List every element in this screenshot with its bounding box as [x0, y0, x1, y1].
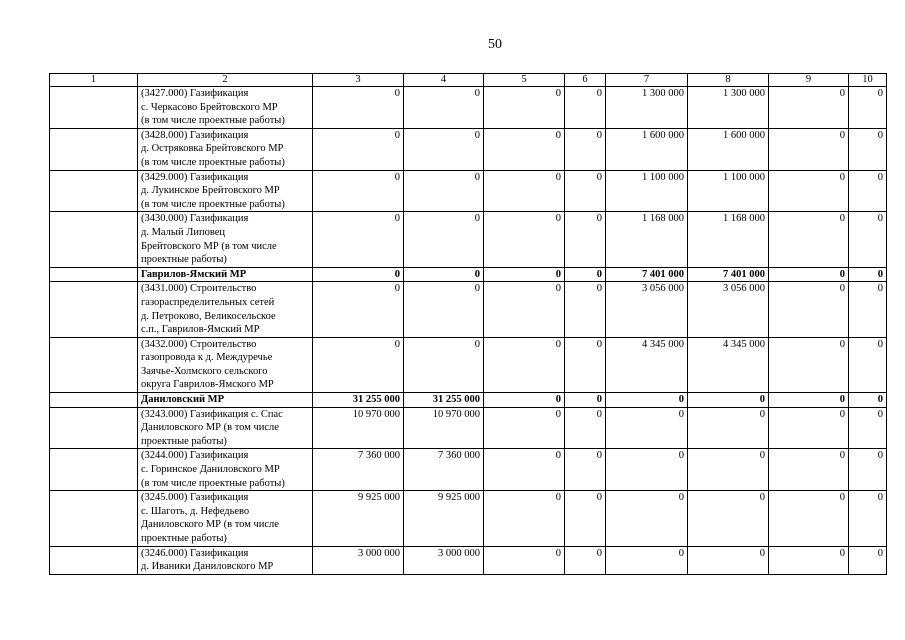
value-cell: 0: [849, 170, 887, 212]
value-cell: 0: [484, 393, 565, 408]
value-cell: 0: [769, 491, 849, 546]
value-cell: 3 056 000: [606, 282, 688, 337]
value-cell: 3 000 000: [313, 546, 404, 574]
column-header: 9: [769, 74, 849, 87]
value-cell: 0: [565, 87, 606, 129]
value-cell: 0: [484, 267, 565, 282]
value-cell: 0: [313, 212, 404, 267]
value-cell: 0: [769, 449, 849, 491]
row-number-cell: [50, 170, 138, 212]
object-name-cell: (3246.000) Газификация д. Иваники Даниловского МР: [138, 546, 313, 574]
value-cell: 7 360 000: [404, 449, 484, 491]
value-cell: 0: [484, 491, 565, 546]
table-row: [50, 87, 887, 129]
value-cell: 10 970 000: [404, 407, 484, 449]
value-cell: 7 401 000: [688, 267, 769, 282]
row-number-cell: [50, 87, 138, 129]
value-cell: 0: [313, 267, 404, 282]
value-cell: 0: [849, 393, 887, 408]
value-cell: 0: [769, 282, 849, 337]
value-cell: 0: [565, 393, 606, 408]
value-cell: 0: [849, 87, 887, 129]
value-cell: 0: [565, 170, 606, 212]
value-cell: 0: [849, 212, 887, 267]
value-cell: 0: [849, 491, 887, 546]
value-cell: 0: [313, 337, 404, 392]
value-cell: 4 345 000: [606, 337, 688, 392]
table-row: [50, 491, 887, 546]
object-name-cell: (3430.000) Газификация д. Малый Липовец Брейтовского МР (в том числе проектные работы): [138, 212, 313, 267]
value-cell: 0: [606, 407, 688, 449]
value-cell: 0: [484, 87, 565, 129]
value-cell: 3 056 000: [688, 282, 769, 337]
value-cell: 0: [404, 128, 484, 170]
value-cell: 0: [769, 87, 849, 129]
row-number-cell: [50, 212, 138, 267]
value-cell: 0: [849, 546, 887, 574]
value-cell: 0: [565, 449, 606, 491]
value-cell: 0: [565, 407, 606, 449]
value-cell: 1 168 000: [688, 212, 769, 267]
value-cell: 0: [484, 407, 565, 449]
value-cell: 3 000 000: [404, 546, 484, 574]
table-row: [50, 449, 887, 491]
value-cell: 0: [404, 282, 484, 337]
column-header: 5: [484, 74, 565, 87]
value-cell: 1 100 000: [688, 170, 769, 212]
table-row: [50, 282, 887, 337]
table-group-row: [50, 393, 887, 408]
value-cell: 0: [769, 407, 849, 449]
value-cell: 0: [404, 337, 484, 392]
value-cell: 1 600 000: [606, 128, 688, 170]
value-cell: 0: [313, 170, 404, 212]
column-header: 1: [50, 74, 138, 87]
row-number-cell: [50, 267, 138, 282]
value-cell: 0: [484, 282, 565, 337]
value-cell: 9 925 000: [313, 491, 404, 546]
column-header: 8: [688, 74, 769, 87]
value-cell: 0: [769, 546, 849, 574]
value-cell: 0: [565, 337, 606, 392]
value-cell: 0: [404, 212, 484, 267]
value-cell: 0: [606, 546, 688, 574]
value-cell: 0: [769, 337, 849, 392]
value-cell: 0: [688, 393, 769, 408]
table-row: [50, 337, 887, 392]
value-cell: 0: [688, 491, 769, 546]
value-cell: 0: [565, 546, 606, 574]
value-cell: 1 168 000: [606, 212, 688, 267]
column-number-row: [50, 74, 887, 87]
value-cell: 4 345 000: [688, 337, 769, 392]
value-cell: 0: [404, 87, 484, 129]
object-name-cell: (3429.000) Газификация д. Лукинское Брейтовского МР (в том числе проектные работы): [138, 170, 313, 212]
object-name-cell: (3243.000) Газификация с. Спас Даниловского МР (в том числе проектные работы): [138, 407, 313, 449]
value-cell: 0: [484, 449, 565, 491]
value-cell: 0: [565, 282, 606, 337]
value-cell: 0: [484, 337, 565, 392]
value-cell: 0: [849, 267, 887, 282]
value-cell: 0: [484, 170, 565, 212]
value-cell: 0: [606, 491, 688, 546]
value-cell: 0: [688, 407, 769, 449]
value-cell: 0: [313, 128, 404, 170]
value-cell: 0: [565, 128, 606, 170]
page-number: 50: [488, 37, 502, 52]
column-header: 6: [565, 74, 606, 87]
value-cell: 7 401 000: [606, 267, 688, 282]
table-row: [50, 546, 887, 574]
value-cell: 1 100 000: [606, 170, 688, 212]
row-number-cell: [50, 449, 138, 491]
value-cell: 10 970 000: [313, 407, 404, 449]
table-group-row: [50, 267, 887, 282]
row-number-cell: [50, 491, 138, 546]
object-name-cell: Даниловский МР: [138, 393, 313, 408]
value-cell: 9 925 000: [404, 491, 484, 546]
value-cell: 0: [688, 449, 769, 491]
column-header: 7: [606, 74, 688, 87]
value-cell: 0: [404, 267, 484, 282]
table-row: [50, 407, 887, 449]
object-name-cell: (3427.000) Газификация с. Черкасово Брейтовского МР (в том числе проектные работы): [138, 87, 313, 129]
value-cell: 0: [769, 170, 849, 212]
value-cell: 31 255 000: [404, 393, 484, 408]
value-cell: 0: [769, 393, 849, 408]
value-cell: 0: [849, 128, 887, 170]
value-cell: 0: [565, 491, 606, 546]
budget-table: [49, 73, 887, 575]
value-cell: 0: [769, 128, 849, 170]
value-cell: 0: [606, 393, 688, 408]
value-cell: 0: [484, 212, 565, 267]
object-name-cell: Гаврилов-Ямский МР: [138, 267, 313, 282]
object-name-cell: (3431.000) Строительство газораспределительных сетей д. Петроково, Великосельское с.п., Гаврилов-Ямский МР: [138, 282, 313, 337]
column-header: 4: [404, 74, 484, 87]
row-number-cell: [50, 407, 138, 449]
value-cell: 7 360 000: [313, 449, 404, 491]
table-row: [50, 212, 887, 267]
row-number-cell: [50, 128, 138, 170]
row-number-cell: [50, 282, 138, 337]
column-header: 2: [138, 74, 313, 87]
value-cell: 0: [688, 546, 769, 574]
value-cell: 0: [849, 407, 887, 449]
value-cell: 0: [404, 170, 484, 212]
value-cell: 31 255 000: [313, 393, 404, 408]
value-cell: 0: [769, 212, 849, 267]
value-cell: 0: [484, 546, 565, 574]
value-cell: 1 600 000: [688, 128, 769, 170]
column-header: 10: [849, 74, 887, 87]
row-number-cell: [50, 337, 138, 392]
object-name-cell: (3244.000) Газификация с. Горинское Даниловского МР (в том числе проектные работы): [138, 449, 313, 491]
value-cell: 0: [313, 282, 404, 337]
object-name-cell: (3428.000) Газификация д. Остряковка Брейтовского МР (в том числе проектные работы): [138, 128, 313, 170]
value-cell: 0: [606, 449, 688, 491]
value-cell: 0: [565, 267, 606, 282]
column-header: 3: [313, 74, 404, 87]
object-name-cell: (3432.000) Строительство газопровода к д. Междуречье Заячье-Холмского сельского округа Гаврилов-Ямского МР: [138, 337, 313, 392]
value-cell: 0: [313, 87, 404, 129]
value-cell: 0: [565, 212, 606, 267]
table-row: [50, 170, 887, 212]
value-cell: 0: [849, 337, 887, 392]
value-cell: 1 300 000: [606, 87, 688, 129]
value-cell: 1 300 000: [688, 87, 769, 129]
object-name-cell: (3245.000) Газификация с. Шаготь, д. Нефедьево Даниловского МР (в том числе проектные работы): [138, 491, 313, 546]
row-number-cell: [50, 546, 138, 574]
value-cell: 0: [849, 449, 887, 491]
row-number-cell: [50, 393, 138, 408]
value-cell: 0: [769, 267, 849, 282]
table-row: [50, 128, 887, 170]
value-cell: 0: [484, 128, 565, 170]
value-cell: 0: [849, 282, 887, 337]
